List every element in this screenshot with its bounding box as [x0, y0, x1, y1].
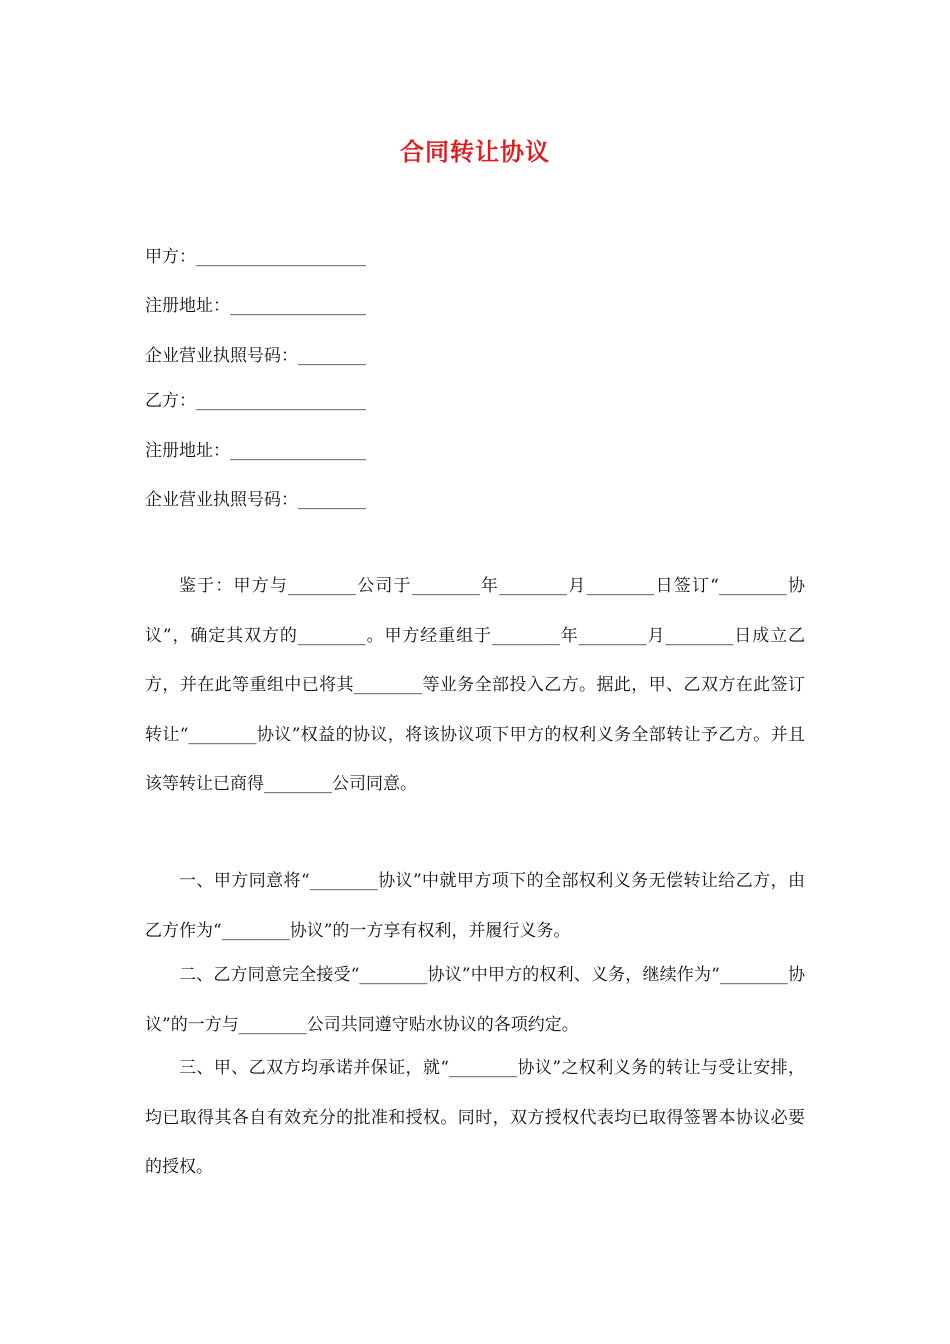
recital-section — [145, 562, 805, 810]
document-title: 合同转让协议 — [400, 137, 550, 166]
clause-two-paragraph: 二、乙方同意完全接受“________协议”中甲方的权利、义务，继续作为“________协议”的一方与________公司共同遵守贴水协议的各项约定。 — [145, 965, 805, 1035]
clause-section-one — [145, 857, 805, 956]
clause-section-two — [145, 951, 805, 1050]
party-a-address-line: 注册地址：________________ — [145, 296, 366, 316]
party-a-license-line: 企业营业执照号码：________ — [145, 346, 366, 366]
clause-three-paragraph: 三、甲、乙双方均承诺并保证，就“________协议”之权利义务的转让与受让安排，均已取得其各自有效充分的批准和授权。同时，双方授权代表均已取得签署本协议必要的授权。 — [145, 1058, 805, 1177]
party-b-address-line: 注册地址：________________ — [145, 441, 366, 461]
party-b-license-line: 企业营业执照号码：________ — [145, 490, 366, 510]
recital-paragraph: 鉴于：甲方与________公司于________年________月________日签订“________协议”，确定其双方的________。甲方经重组于________年________月________日成立乙方，并在此等重组中已将其________等业务全部投入乙方。据此，甲、乙双方在此签订转让“________协议”权益的协议，将该协议项下甲方的权利义务全部转让予乙方。并且该等转让已商得________公司同意。 — [145, 576, 805, 794]
clause-section-three — [145, 1044, 805, 1193]
party-b-name-line: 乙方：____________________ — [145, 391, 366, 411]
clause-one-paragraph: 一、甲方同意将“________协议”中就甲方项下的全部权利义务无偿转让给乙方，由乙方作为“________协议”的一方享有权利，并履行义务。 — [145, 871, 805, 941]
party-a-name-line: 甲方：____________________ — [145, 247, 366, 267]
